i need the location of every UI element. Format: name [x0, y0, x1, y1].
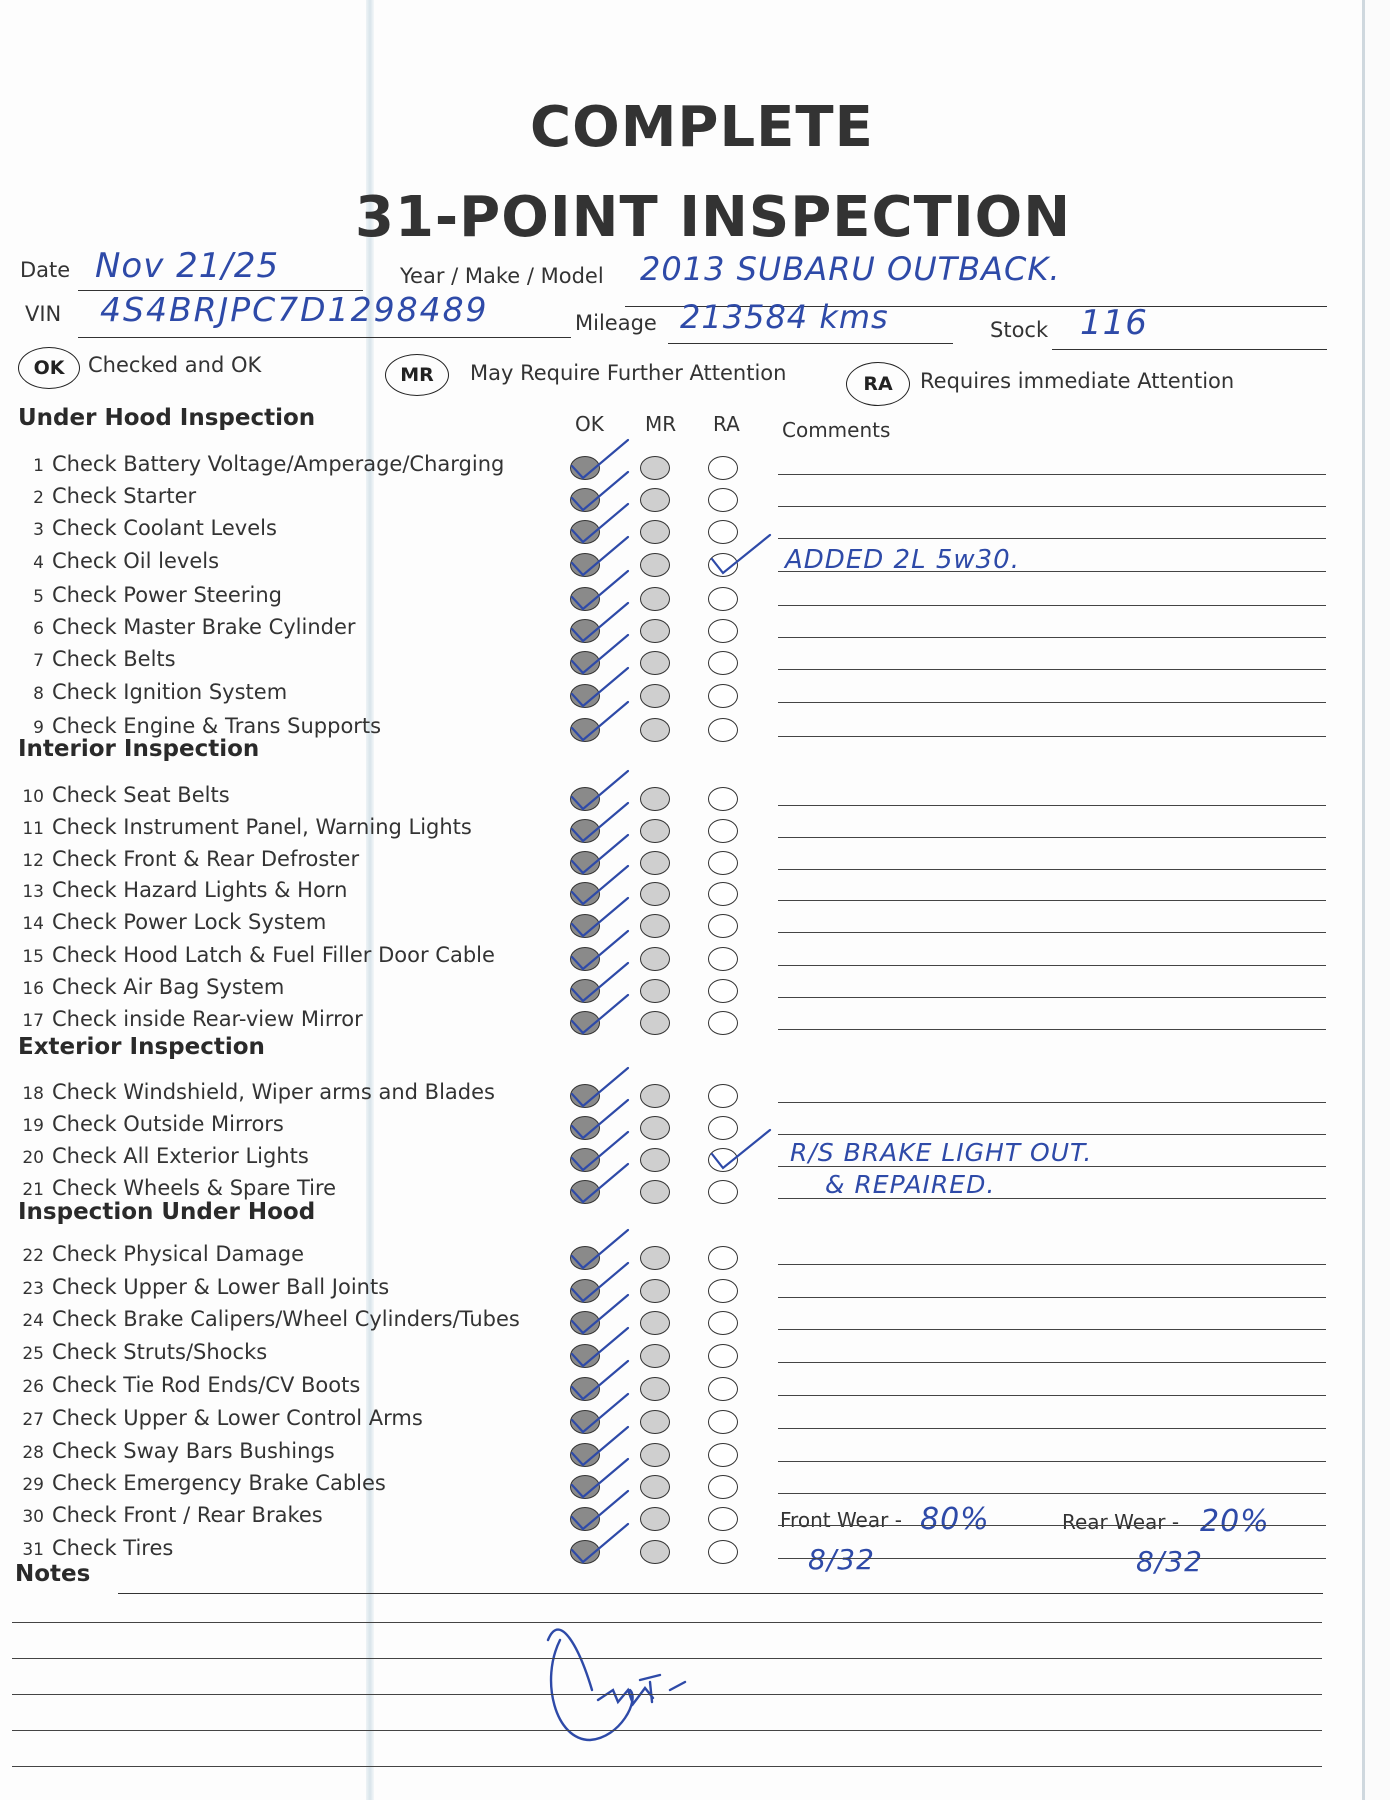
- section-under-hood: Under Hood Inspection: [18, 405, 316, 431]
- legend-ok-text: Checked and OK: [88, 353, 262, 377]
- ok-checkmark: [572, 963, 628, 1001]
- col-ok-header: OK: [575, 412, 604, 436]
- item-number: 14: [22, 914, 44, 934]
- item-label: Check Hazard Lights & Horn: [52, 878, 348, 902]
- item-label: Check Emergency Brake Cables: [52, 1471, 386, 1495]
- ok-checkmark: [572, 931, 628, 969]
- vin-label: VIN: [25, 302, 62, 326]
- year-make-model-value[interactable]: 2013 SUBARU OUTBACK.: [640, 250, 1061, 288]
- item-number: 24: [22, 1311, 44, 1331]
- legend-ok-badge: OK: [18, 347, 80, 389]
- item-label: Check Oil levels: [52, 549, 220, 573]
- ok-checkmark: [572, 1427, 628, 1465]
- ok-checkmark: [572, 504, 628, 542]
- ok-checkmark: [572, 1491, 628, 1529]
- item-label: Check Seat Belts: [52, 783, 230, 807]
- ok-checkmark: [572, 440, 628, 478]
- item-number: 25: [22, 1344, 44, 1364]
- ok-checkmark: [572, 1068, 628, 1106]
- col-mr-header: MR: [645, 412, 677, 436]
- ok-checkmark: [572, 835, 628, 873]
- item-label: Check Belts: [52, 647, 176, 671]
- item-label: Check Power Lock System: [52, 910, 327, 934]
- item-number: 6: [33, 619, 44, 639]
- item-label: Check Master Brake Cylinder: [52, 615, 356, 639]
- item-label: Check Upper & Lower Control Arms: [52, 1406, 423, 1430]
- item-label: Check Physical Damage: [52, 1242, 304, 1266]
- item-label: Check All Exterior Lights: [52, 1144, 309, 1168]
- item-label: Check Power Steering: [52, 583, 282, 607]
- item-number: 10: [22, 787, 44, 807]
- item-label: Check Instrument Panel, Warning Lights: [52, 815, 472, 839]
- item-number: 27: [22, 1410, 44, 1430]
- notes-line: [12, 1658, 1322, 1659]
- form-subtitle: 31-POINT INSPECTION: [355, 185, 1072, 250]
- legend-mr-text: May Require Further Attention: [470, 361, 787, 385]
- item-number: 26: [22, 1377, 44, 1397]
- year-make-model-label: Year / Make / Model: [400, 264, 604, 288]
- notes-label: Notes: [15, 1561, 91, 1587]
- item-number: 13: [22, 882, 44, 902]
- item-label: Check Upper & Lower Ball Joints: [52, 1275, 390, 1299]
- item-number: 29: [22, 1475, 44, 1495]
- item-number: 16: [22, 979, 44, 999]
- ok-checkmark: [572, 1295, 628, 1333]
- ok-checkmark: [572, 1361, 628, 1399]
- item-number: 1: [33, 456, 44, 476]
- mileage-value[interactable]: 213584 kms: [680, 298, 889, 336]
- section-inspection-under-hood: Inspection Under Hood: [18, 1199, 316, 1225]
- item-number: 15: [22, 947, 44, 967]
- rear-wear-value[interactable]: 20%: [1200, 1504, 1270, 1539]
- ok-checkmark: [572, 1459, 628, 1497]
- item-number: 8: [33, 684, 44, 704]
- item-label: Check Hood Latch & Fuel Filler Door Cable: [52, 943, 495, 967]
- date-label: Date: [20, 258, 71, 282]
- item-number: 21: [22, 1180, 44, 1200]
- ok-checkmark: [572, 472, 628, 510]
- item-label: Check Front / Rear Brakes: [52, 1503, 323, 1527]
- item-label: Check Front & Rear Defroster: [52, 847, 360, 871]
- item-number: 9: [33, 718, 44, 738]
- item-number: 5: [33, 587, 44, 607]
- ok-checkmark: [572, 1132, 628, 1170]
- ok-checkmark: [572, 668, 628, 706]
- ok-checkmark: [572, 1230, 628, 1268]
- item-label: Check Coolant Levels: [52, 516, 277, 540]
- legend-ra-text: Requires immediate Attention: [920, 369, 1235, 393]
- item-number: 17: [22, 1011, 44, 1031]
- stock-label: Stock: [990, 318, 1049, 342]
- vin-value[interactable]: 4S4BRJPC7D1298489: [100, 290, 489, 329]
- item-label: Check Struts/Shocks: [52, 1340, 268, 1364]
- item-number: 3: [33, 520, 44, 540]
- ok-checkmark: [572, 1100, 628, 1138]
- legend-mr-badge: MR: [385, 354, 449, 396]
- item-label: Check Engine & Trans Supports: [52, 714, 382, 738]
- stock-value[interactable]: 116: [1080, 303, 1148, 343]
- item-number: 11: [22, 819, 44, 839]
- section-interior: Interior Inspection: [18, 736, 260, 762]
- item-number: 28: [22, 1443, 44, 1463]
- item-number: 2: [33, 488, 44, 508]
- item-label: Check Outside Mirrors: [52, 1112, 284, 1136]
- ok-checkmark: [572, 1164, 628, 1202]
- notes-line: [12, 1766, 1322, 1767]
- item-label: Check Tires: [52, 1536, 174, 1560]
- ok-checkmark: [572, 898, 628, 936]
- ok-checkmark: [572, 771, 628, 809]
- section-exterior: Exterior Inspection: [18, 1034, 265, 1060]
- item-label: Check Ignition System: [52, 680, 288, 704]
- rear-wear-gauge[interactable]: 8/32: [1136, 1545, 1203, 1578]
- item-label: Check Sway Bars Bushings: [52, 1439, 335, 1463]
- ok-checkmark: [572, 1263, 628, 1301]
- comment-item-20[interactable]: R/S BRAKE LIGHT OUT.: [790, 1138, 1093, 1167]
- date-value[interactable]: Nov 21/25: [95, 246, 280, 286]
- item-number: 23: [22, 1279, 44, 1299]
- item-label: Check Tie Rod Ends/CV Boots: [52, 1373, 361, 1397]
- ok-checkmark: [572, 537, 628, 575]
- col-comments-header: Comments: [782, 418, 891, 442]
- ra-checkmark: [712, 535, 770, 573]
- item-number: 12: [22, 851, 44, 871]
- notes-line: [12, 1730, 1322, 1731]
- ok-checkmark: [572, 1328, 628, 1366]
- ok-checkmark: [572, 603, 628, 641]
- item-number: 22: [22, 1246, 44, 1266]
- legend-ra-badge: RA: [846, 362, 910, 406]
- item-label: Check Brake Calipers/Wheel Cylinders/Tubes: [52, 1307, 520, 1331]
- item-number: 7: [33, 651, 44, 671]
- col-ra-header: RA: [713, 412, 740, 436]
- rear-wear-label: Rear Wear -: [1062, 1510, 1180, 1534]
- item-number: 31: [22, 1540, 44, 1560]
- ok-checkmark: [572, 1394, 628, 1432]
- item-number: 4: [33, 553, 44, 573]
- notes-line: [12, 1622, 1322, 1623]
- item-number: 30: [22, 1507, 44, 1527]
- comment-item-20-line2[interactable]: & REPAIRED.: [825, 1170, 996, 1199]
- ok-checkmark: [572, 1524, 628, 1562]
- item-number: 20: [22, 1148, 44, 1168]
- item-number: 18: [22, 1084, 44, 1104]
- front-wear-gauge[interactable]: 8/32: [808, 1543, 875, 1576]
- front-wear-value[interactable]: 80%: [920, 1502, 990, 1537]
- item-number: 19: [22, 1116, 44, 1136]
- notes-line: [12, 1694, 1322, 1695]
- item-label: Check Battery Voltage/Amperage/Charging: [52, 452, 505, 476]
- item-label: Check Starter: [52, 484, 197, 508]
- ok-checkmark: [572, 995, 628, 1033]
- ok-checkmark: [572, 803, 628, 841]
- ra-checkmark: [712, 1130, 770, 1168]
- item-label: Check Windshield, Wiper arms and Blades: [52, 1080, 495, 1104]
- ok-checkmark: [572, 571, 628, 609]
- comment-item-4[interactable]: ADDED 2L 5w30.: [785, 545, 1020, 575]
- item-label: Check Air Bag System: [52, 975, 285, 999]
- ok-checkmark: [572, 635, 628, 673]
- ok-checkmark: [572, 702, 628, 740]
- mileage-label: Mileage: [575, 311, 657, 335]
- item-label: Check inside Rear-view Mirror: [52, 1007, 363, 1031]
- form-title: COMPLETE: [530, 95, 874, 160]
- front-wear-label: Front Wear -: [780, 1508, 902, 1532]
- item-label: Check Wheels & Spare Tire: [52, 1176, 337, 1200]
